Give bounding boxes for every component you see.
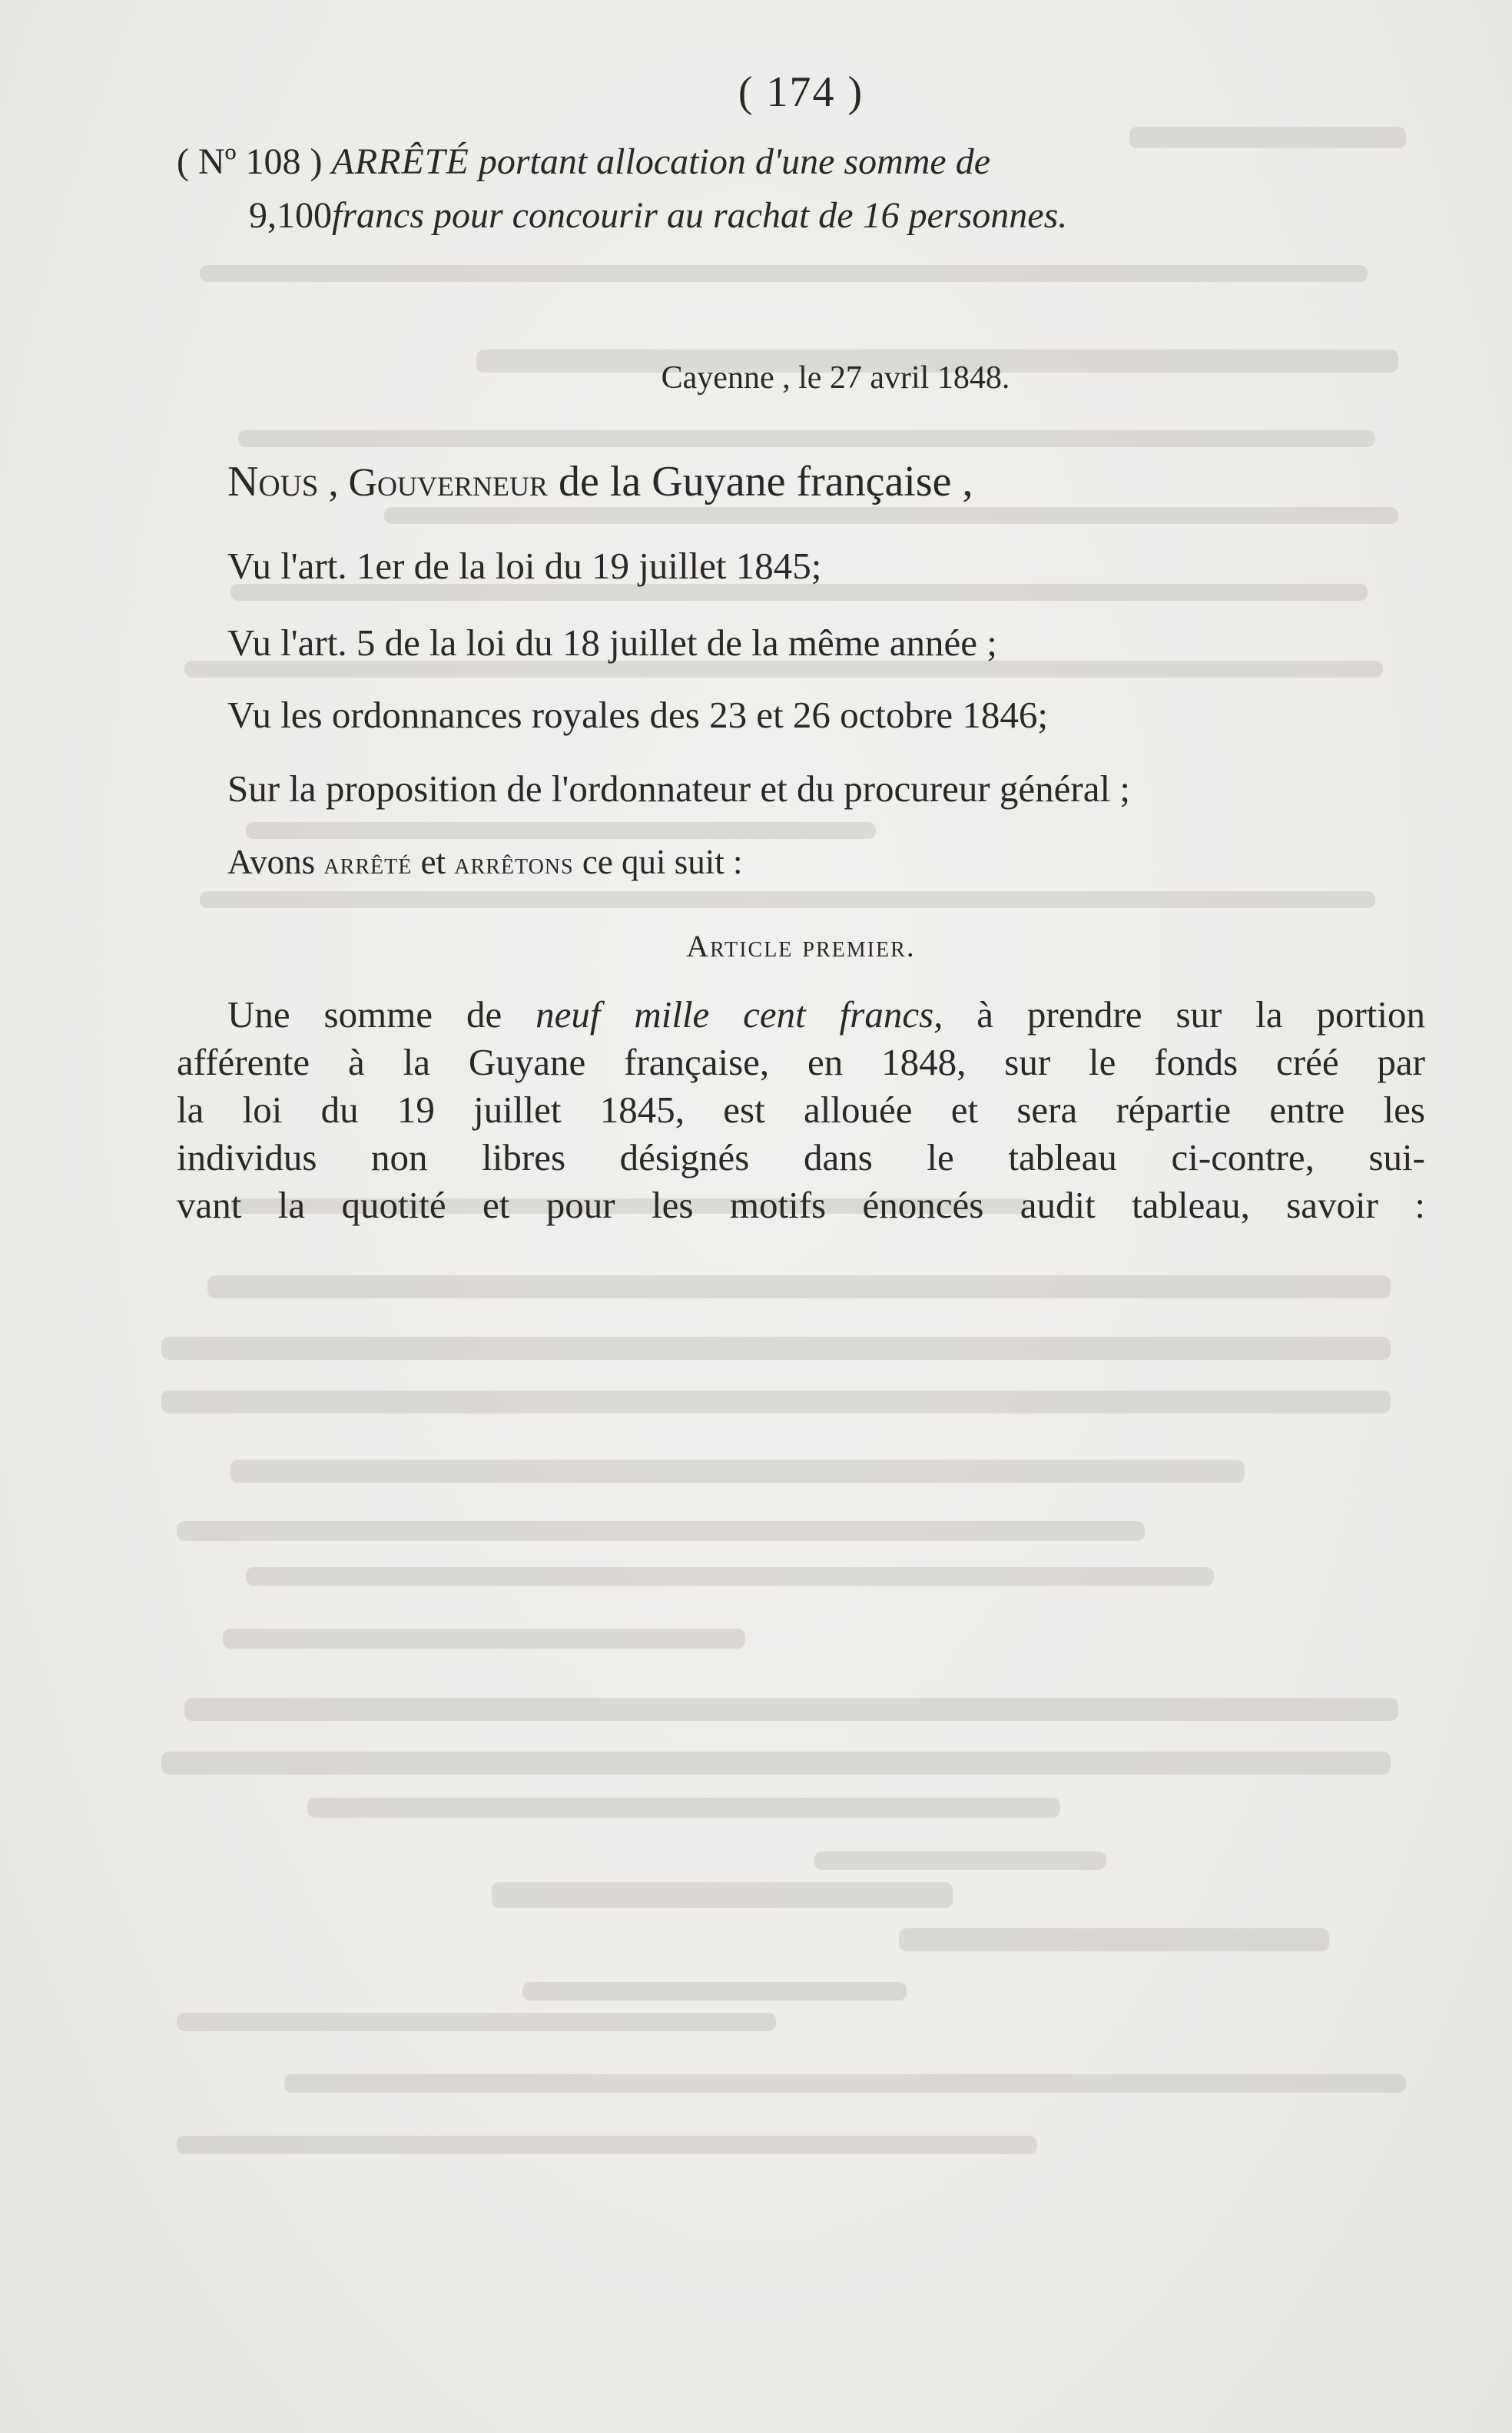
word-arretons: arrêtons [454, 847, 574, 880]
article-line-2: afférente à la Guyane française, en 1848, sur le fonds créé par [177, 1041, 1425, 1083]
decree-subject-line1: portant allocation d'une somme de [478, 141, 990, 182]
word-arrete: arrêté [323, 847, 413, 880]
article-line-3: la loi du 19 juillet 1845, est allouée et sera répartie entre les [177, 1089, 1425, 1131]
amount-in-words: neuf mille cent francs, [536, 993, 943, 1036]
article-title: Article premier. [686, 929, 916, 963]
preamble-vu-3: Vu les ordonnances royales des 23 et 26 octobre 1846; [227, 694, 1048, 736]
decree-amount: 9,100 [249, 195, 332, 236]
preamble-nous-gouverneur: Nous , Gouverneur de la Guyane française , [227, 458, 973, 505]
article-body [177, 991, 1425, 1229]
preamble-nous: Nous [227, 458, 319, 505]
preamble-vu-2: Vu l'art. 5 de la loi du 18 juillet de la même année ; [227, 622, 997, 664]
decree-heading [177, 135, 1425, 243]
page-number: ( 174 ) [738, 68, 864, 116]
preamble-guyane: de la Guyane française , [548, 458, 973, 505]
preamble-sur-proposition: Sur la proposition de l'ordonnateur et du procureur général ; [227, 767, 1130, 810]
article-line-4: individus non libres désignés dans le tableau ci-contre, sui- [177, 1136, 1425, 1178]
decree-title: ARRÊTÉ [331, 141, 469, 182]
decree-number: ( Nº 108 ) [177, 141, 323, 182]
preamble-gouverneur: Gouverneur [348, 461, 549, 505]
preamble-avons-arrete: Avons arrêté et arrêtons ce qui suit : [227, 843, 743, 881]
article-line-5: vant la quotité et pour les motifs énoncés audit tableau, savoir : [177, 1184, 1425, 1226]
decree-subject-line2: francs pour concourir au rachat de 16 personnes. [332, 195, 1068, 236]
place-date: Cayenne , le 27 avril 1848. [661, 360, 1010, 396]
article-line-1: Une somme de neuf mille cent francs, à prendre sur la portion [227, 993, 1425, 1036]
preamble-vu-1: Vu l'art. 1er de la loi du 19 juillet 1845; [227, 545, 822, 587]
